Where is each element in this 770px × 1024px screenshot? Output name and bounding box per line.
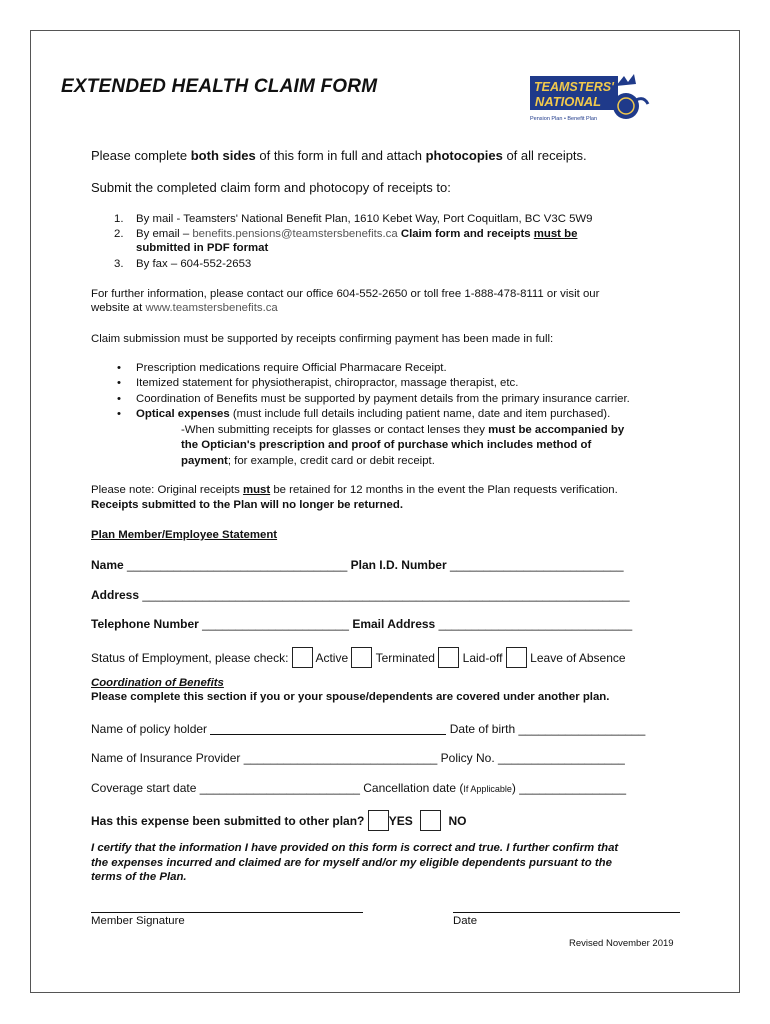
req-optical-line2: -When submitting receipts for glasses or contact lenses they must be accompanied by bbox=[181, 424, 625, 436]
submit-method-fax: 3. By fax – 604-552-2653 bbox=[114, 258, 252, 270]
email-link[interactable]: benefits.pensions@teamstersbenefits.ca bbox=[192, 228, 398, 240]
policy-holder-field[interactable] bbox=[210, 723, 446, 735]
provider-field[interactable]: _____________________________ bbox=[243, 751, 438, 765]
phone-row: Telephone Number ______________________ Email Address _____________________________ bbox=[91, 617, 633, 631]
policy-no-field[interactable]: ___________________ bbox=[498, 751, 625, 765]
submit-method-mail: 1. By mail - Teamsters' National Benefit Plan, 1610 Kebet Way, Port Coquitlam, BC V3C 5W9 bbox=[114, 213, 593, 225]
logo-tagline: Pension Plan • Benefit Plan bbox=[530, 116, 598, 122]
status-laidoff-label: Laid-off bbox=[462, 651, 503, 665]
cob-instruction: Please complete this section if you or your spouse/dependents are covered under another plan. bbox=[91, 691, 610, 703]
name-row: Name _________________________________ Plan I.D. Number __________________________ bbox=[91, 558, 624, 572]
status-row: Status of Employment, please check: Active Terminated Laid-off Leave of Absence bbox=[91, 647, 626, 668]
certify-line1: I certify that the information I have provided on this form is correct and true. I further confirm that bbox=[91, 842, 619, 854]
website-link[interactable]: www.teamstersbenefits.ca bbox=[145, 302, 278, 314]
cancellation-field[interactable]: ________________ bbox=[519, 781, 626, 795]
member-signature-line[interactable] bbox=[91, 912, 363, 913]
member-heading: Plan Member/Employee Statement bbox=[91, 529, 278, 541]
status-active-checkbox[interactable] bbox=[292, 647, 313, 668]
coverage-start-field[interactable]: ________________________ bbox=[199, 781, 360, 795]
holder-row: Name of policy holder Date of birth ___________________ bbox=[91, 722, 646, 736]
member-signature-label: Member Signature bbox=[91, 915, 185, 927]
logo-line1: TEAMSTERS' bbox=[533, 80, 615, 94]
submit-method-email: 2. By email – benefits.pensions@teamstersbenefits.ca Claim form and receipts must be bbox=[114, 228, 578, 240]
coverage-row: Coverage start date ________________________ Cancellation date (If Applicable) ________________ bbox=[91, 781, 626, 795]
status-laidoff-checkbox[interactable] bbox=[438, 647, 459, 668]
info-line1: For further information, please contact our office 604-552-2650 or toll free 1-888-478-8111 or visit our bbox=[91, 288, 600, 300]
status-terminated-label: Terminated bbox=[375, 651, 435, 665]
status-terminated-checkbox[interactable] bbox=[351, 647, 372, 668]
name-field[interactable]: _________________________________ bbox=[127, 558, 348, 572]
teamsters-logo bbox=[528, 72, 650, 126]
support-text: Claim submission must be supported by receipts confirming payment has been made in full: bbox=[91, 333, 554, 345]
intro-complete: Please complete both sides of this form in full and attach photocopies of all receipts. bbox=[91, 148, 587, 163]
req-optical: • Optical expenses (must include full details including patient name, date and item purchased). bbox=[136, 408, 610, 420]
info-line2: website at www.teamstersbenefits.ca bbox=[91, 302, 278, 314]
cob-heading: Coordination of Benefits bbox=[91, 677, 224, 689]
req-cob: • Coordination of Benefits must be supported by payment details from the primary insurance carrier. bbox=[136, 393, 630, 405]
note-line1: Please note: Original receipts must be retained for 12 months in the event the Plan requests verification. bbox=[91, 484, 618, 496]
certify-line2: the expenses incurred and claimed are for myself and/or my eligible dependents pursuant to the bbox=[91, 857, 612, 869]
address-field[interactable]: _________________________________________________________________________ bbox=[142, 588, 630, 602]
certify-line3: terms of the Plan. bbox=[91, 871, 187, 883]
address-row: Address _________________________________________________________________________ bbox=[91, 588, 630, 602]
email-field[interactable]: _____________________________ bbox=[438, 617, 633, 631]
status-active-label: Active bbox=[315, 651, 349, 665]
submit-method-email-cont: submitted in PDF format bbox=[136, 242, 269, 254]
submitted-yes-checkbox[interactable] bbox=[368, 810, 389, 831]
submitted-row: Has this expense been submitted to other plan? YES NO bbox=[91, 810, 466, 831]
no-label: NO bbox=[448, 814, 467, 828]
status-leave-label: Leave of Absence bbox=[530, 651, 626, 665]
req-optical-line3: the Optician's prescription and proof of purchase which includes method of bbox=[181, 439, 592, 451]
submitted-no-checkbox[interactable] bbox=[420, 810, 441, 831]
revised-date: Revised November 2019 bbox=[569, 938, 674, 949]
req-prescription: • Prescription medications require Official Pharmacare Receipt. bbox=[136, 362, 447, 374]
yes-label: YES bbox=[388, 814, 413, 828]
req-itemized: • Itemized statement for physiotherapist, chiropractor, massage therapist, etc. bbox=[136, 377, 518, 389]
req-optical-line4: payment; for example, credit card or debit receipt. bbox=[181, 455, 435, 467]
date-signature-line[interactable] bbox=[453, 912, 680, 913]
dob-field[interactable]: ___________________ bbox=[518, 722, 646, 736]
note-line2: Receipts submitted to the Plan will no longer be returned. bbox=[91, 499, 404, 511]
intro-submit: Submit the completed claim form and photocopy of receipts to: bbox=[91, 180, 451, 195]
form-title: EXTENDED HEALTH CLAIM FORM bbox=[61, 76, 378, 97]
status-leave-checkbox[interactable] bbox=[506, 647, 527, 668]
phone-field[interactable]: ______________________ bbox=[202, 617, 349, 631]
plan-id-field[interactable]: __________________________ bbox=[450, 558, 624, 572]
logo-line2: NATIONAL bbox=[534, 94, 602, 109]
date-label: Date bbox=[453, 915, 478, 927]
provider-row: Name of Insurance Provider _____________________________ Policy No. ___________________ bbox=[91, 751, 625, 765]
